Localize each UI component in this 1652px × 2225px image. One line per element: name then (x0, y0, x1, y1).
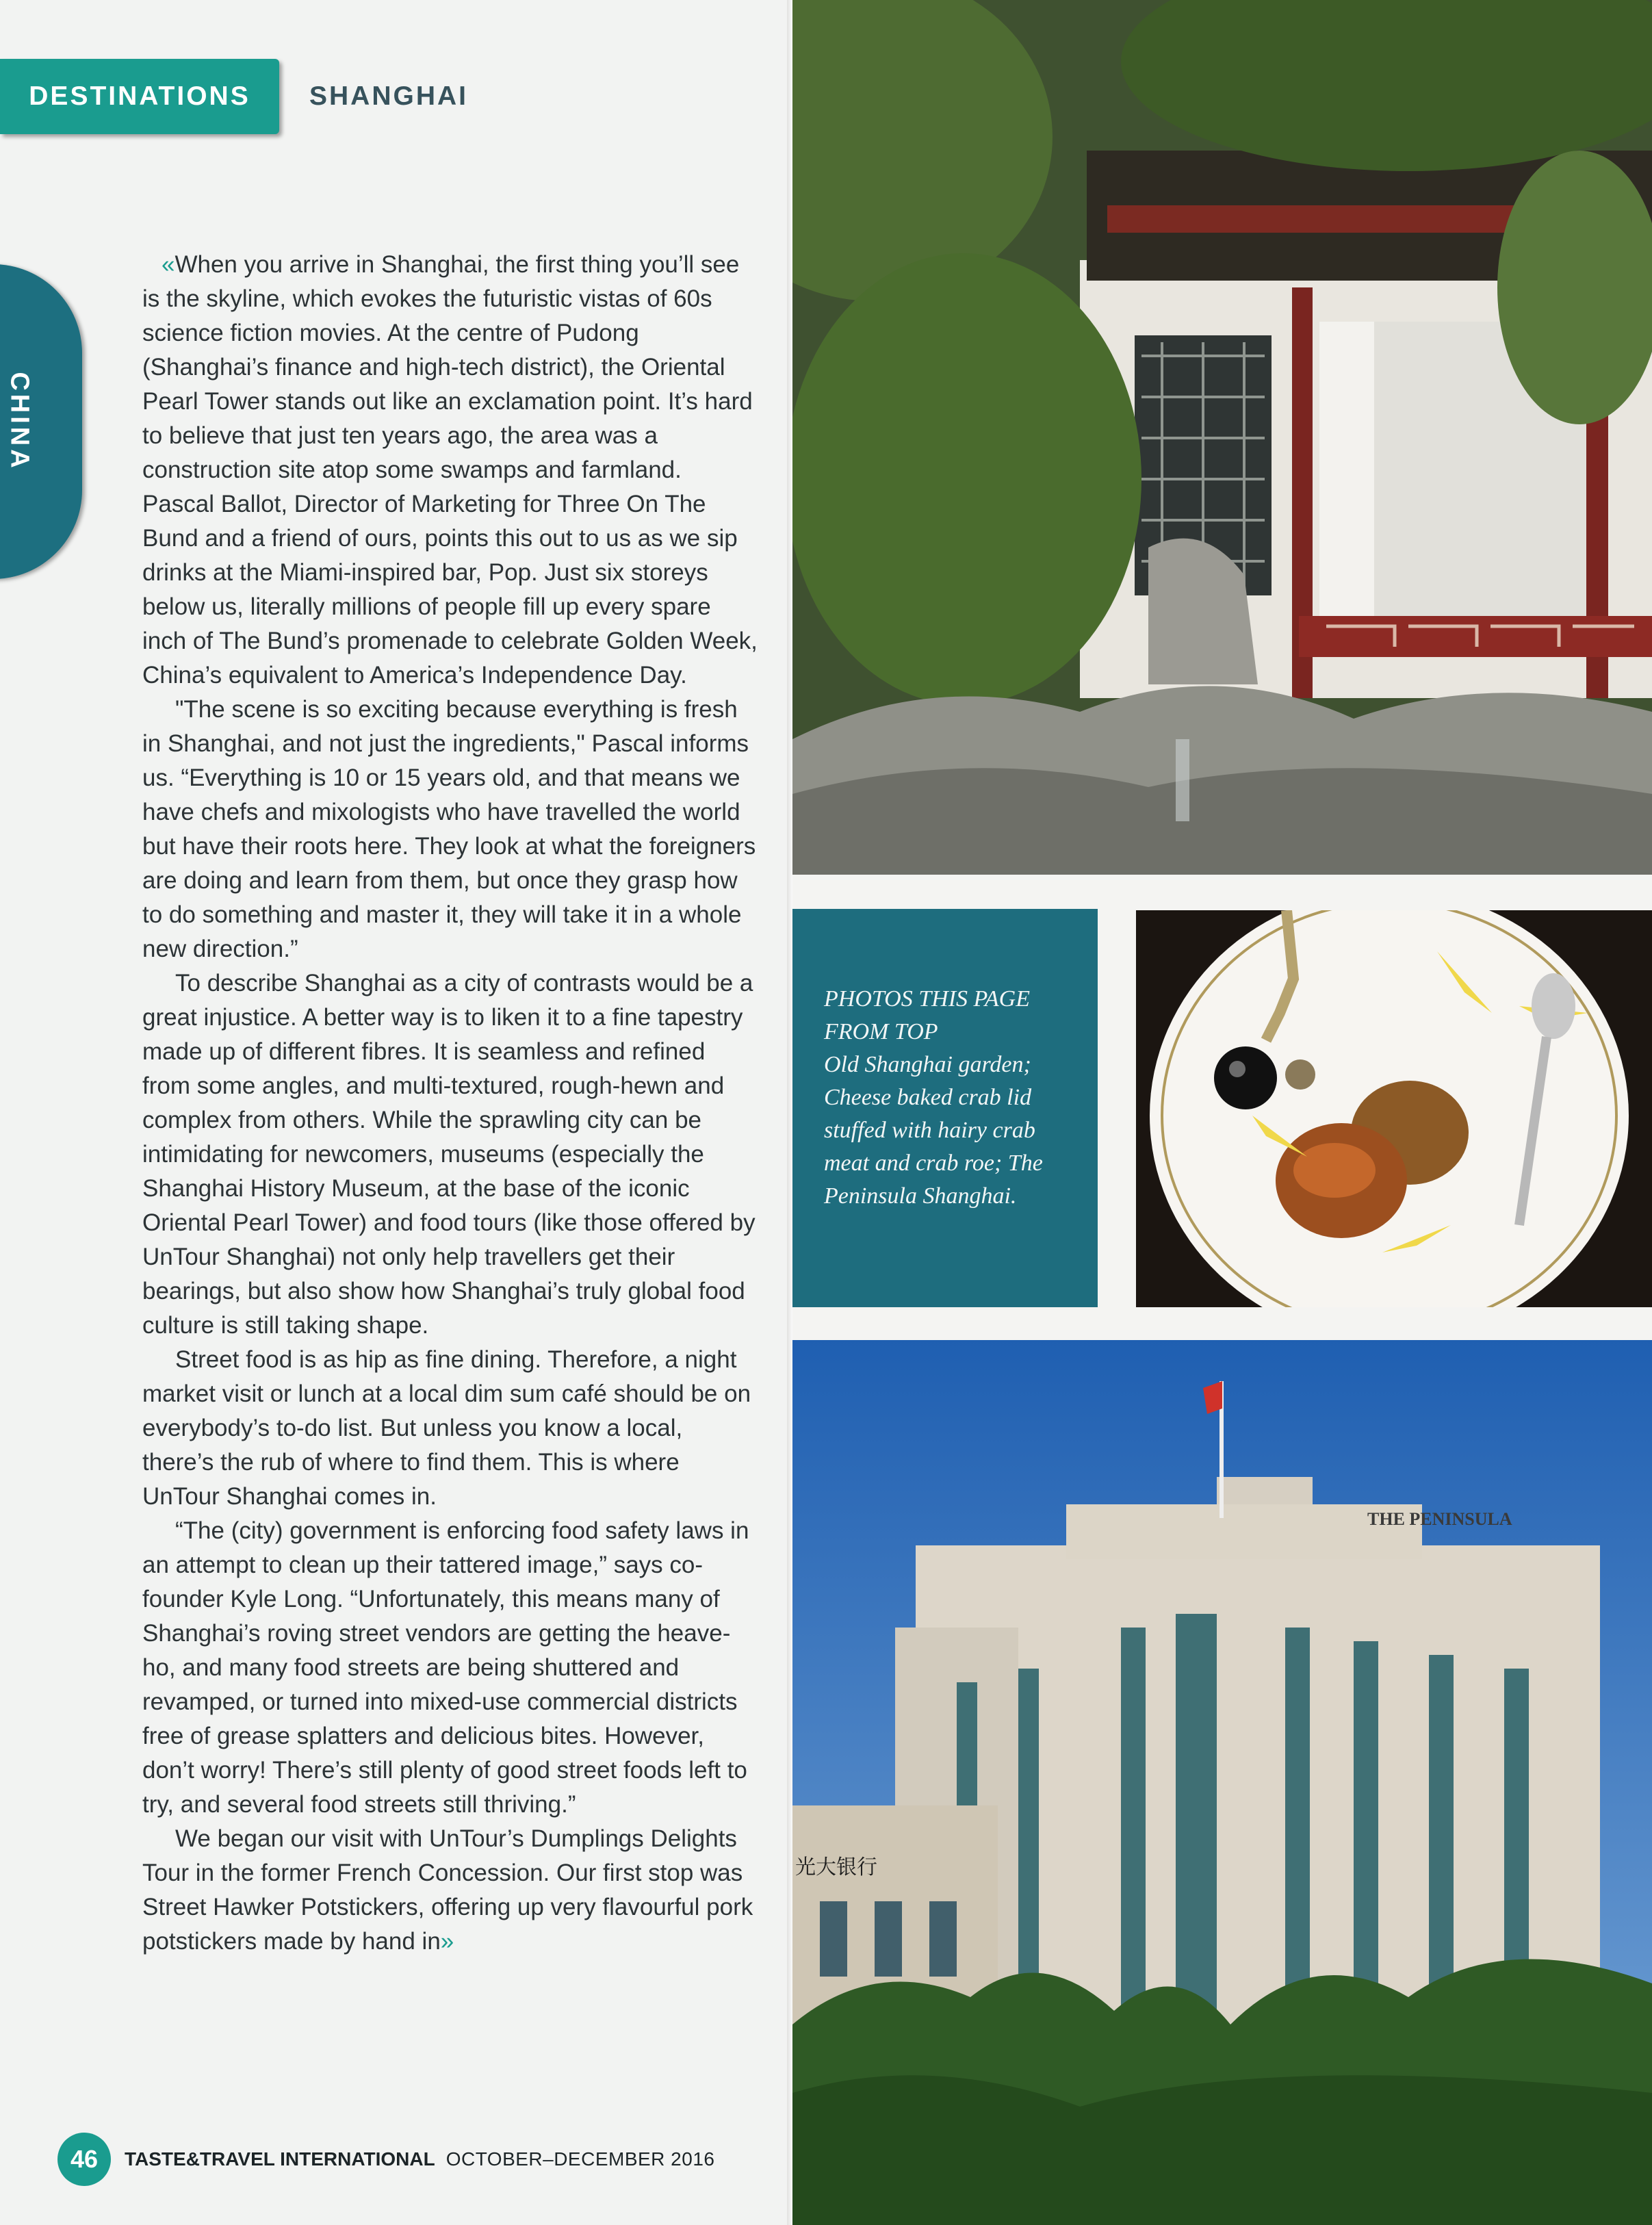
issue-date: OCTOBER–DECEMBER 2016 (446, 2148, 715, 2170)
section-label: DESTINATIONS (29, 81, 250, 111)
hotel-photo (792, 1340, 1652, 2225)
dish-photo (1136, 910, 1652, 1307)
garden-illustration (792, 0, 1652, 875)
open-quote-mark: « (162, 251, 175, 278)
bank-sign: 光大银行 (795, 1855, 877, 1879)
page-footer (57, 2133, 714, 2186)
hotel-sign: THE PENINSULA (1367, 1509, 1512, 1529)
article-paragraph (142, 693, 758, 966)
paragraph-text: When you arrive in Shanghai, the first thing you’ll see is the skyline, which evokes the futuristic vistas of 60s science fiction movies. At the centre of Pudong (Shanghai’s finance and high-tech district), the Oriental Pearl Tower stands out like an exclamation point. It’s hard to believe that just ten years ago, the area was a construction site atop some swamps and farmland. Pascal Ballot, Director of Marketing for Three On The Bund and a friend of ours, points this out to us as we sip drinks at the Miami-inspired bar, Pop. Just six storeys below us, literally millions of people fill up every spare inch of The Bund’s promenade to celebrate Golden Week, China’s equivalent to America’s Independence Day. (142, 251, 758, 689)
hotel-illustration (792, 1340, 1652, 2225)
article-paragraph (142, 248, 758, 693)
subsection-label: SHANGHAI (309, 81, 469, 111)
publication-name: TASTE&TRAVEL INTERNATIONAL (125, 2148, 435, 2170)
article-paragraph (142, 1514, 758, 1822)
article-paragraph (142, 966, 758, 1343)
country-label: CHINA (5, 372, 34, 472)
dish-illustration (1136, 910, 1652, 1307)
article-paragraph (142, 1822, 758, 1959)
paragraph-text: To describe Shanghai as a city of contrasts would be a great injustice. A better way is to liken it to a fine tapestry made up of different fibres. It is seamless and refined from some angles, and multi-textured, rough-hewn and complex from others. While the sprawling city can be intimidating for newcomers, museums (especially the Shanghai History Museum, at the base of the iconic Oriental Pearl Tower) and food tours (like those offered by UnTour Shanghai) not only help travellers get their bearings, but also show how Shanghai’s truly global food culture is still taking shape. (142, 970, 756, 1339)
paragraph-text: “The (city) government is enforcing food safety laws in an attempt to clean up their tattered image,” says co-founder Kyle Long. “Unfortunately, this means many of Shanghai’s roving street vendors are getting the heave-ho, and many food streets are being shuttered and revamped, or turned into mixed-use commercial districts free of grease splatters and delicious bites. However, don’t worry! There’s still plenty of good street foods left to try, and several food streets still thriving.” (142, 1517, 749, 1818)
country-tab (0, 264, 82, 579)
article-paragraph (142, 1343, 758, 1514)
article-body (142, 248, 758, 1959)
paragraph-text: We began our visit with UnTour’s Dumplings Delights Tour in the former French Concession. Our first stop was Street Hawker Potstickers, offering up very flavourful pork potstickers made by hand in (142, 1825, 753, 1955)
close-quote-mark: » (440, 1928, 454, 1955)
caption-heading: PHOTOS THIS PAGE FROM TOP (824, 986, 1030, 1044)
paragraph-text: "The scene is so exciting because everything is fresh in Shanghai, and not just the ingredients," Pascal informs us. “Everything is 10 or 15 years old, and that means we have chefs and mixologists who have travelled the world but have their roots here. They look at what the foreigners are doing and learn from them, but once they grasp how to do something and master it, they will take it in a whole new direction.” (142, 696, 756, 962)
paragraph-text: Street food is as hip as fine dining. Therefore, a night market visit or lunch at a local dim sum café should be on everybody’s to-do list. But unless you know a local, there’s the rub of where to find them. This is where UnTour Shanghai comes in. (142, 1346, 751, 1510)
caption-text: Old Shanghai garden; Cheese baked crab lid stuffed with hairy crab meat and crab roe; The Peninsula Shanghai. (824, 1052, 1043, 1209)
photo-caption-box (792, 909, 1098, 1307)
section-tab (0, 59, 279, 134)
page-number: 46 (57, 2133, 111, 2186)
page-gutter (787, 0, 792, 2225)
garden-photo (792, 0, 1652, 875)
photo-caption (824, 983, 1077, 1213)
